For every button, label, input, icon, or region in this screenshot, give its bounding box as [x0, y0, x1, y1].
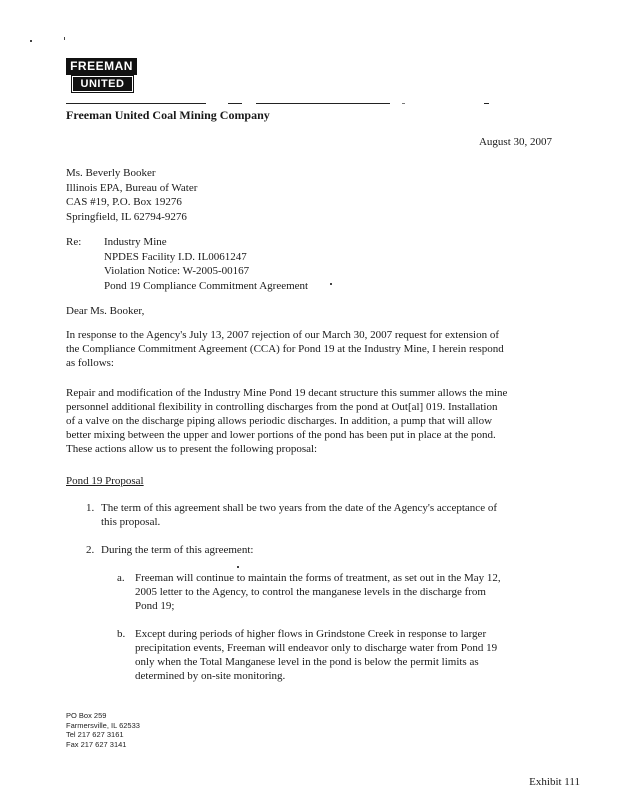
- re-label: Re:: [66, 236, 82, 248]
- exhibit-label: Exhibit 111: [529, 776, 580, 788]
- subitem-letter: a.: [117, 572, 125, 584]
- scan-speck: [330, 283, 332, 285]
- logo-top-text: FREEMAN: [66, 58, 137, 75]
- subitem-letter: b.: [117, 628, 126, 640]
- body-paragraph: In response to the Agency's July 13, 2007 rejection of our March 30, 2007 request for extension of the Compliance Commitment Agreement (CCA) for Pond 19 at the Industry Mine, I herein respond as follows:: [66, 329, 504, 369]
- body-paragraph: Repair and modification of the Industry Mine Pond 19 decant structure this summer allows the mine personnel additional flexibility in controlling discharges from the pond at Out[al] 019. Installation of a valve on the discharge piping allows periodic discharges. In addition, a pump that will allow better mixing between the upper and lower portions of the pond has been put in place at the pond. These actions allow us to present the following proposal:: [66, 387, 508, 455]
- item-number: 1.: [86, 502, 95, 514]
- subject-line: NPDES Facility I.D. IL0061247: [104, 250, 247, 263]
- salutation: Dear Ms. Booker,: [66, 305, 145, 317]
- letterhead-rule: [66, 103, 206, 104]
- subject-line: Violation Notice: W-2005-00167: [104, 265, 250, 277]
- subitem-text: Except during periods of higher flows in Grindstone Creek in response to larger precipitation events, Freeman will endeavor only to discharge water from Pond 19 only when the Total Manganese level in the pond is below the permit limits as determined by on-site monitoring.: [135, 628, 498, 682]
- letterhead-rule: [484, 103, 489, 104]
- recipient-line: Illinois EPA, Bureau of Water: [66, 181, 198, 194]
- subject-line: Industry Mine: [104, 236, 167, 248]
- footer-line: Tel 217 627 3161: [66, 730, 124, 739]
- section-title: Pond 19 Proposal: [66, 475, 144, 487]
- subject-lines: [104, 235, 308, 293]
- footer-line: Farmersville, IL 62533: [66, 720, 140, 730]
- item-text: The term of this agreement shall be two years from the date of the Agency's acceptance of this proposal.: [101, 502, 497, 528]
- letterhead-rule: [402, 103, 405, 104]
- subitem-text: Freeman will continue to maintain the forms of treatment, as set out in the May 12, 2005 letter to the Agency, to control the manganese levels in the discharge from Pond 19;: [135, 572, 501, 612]
- letterhead-rule: [228, 103, 242, 104]
- recipient-line: Ms. Beverly Booker: [66, 167, 156, 179]
- recipient-line: Springfield, IL 62794-9276: [66, 210, 187, 223]
- scan-speck: [64, 37, 65, 40]
- footer-line: PO Box 259: [66, 711, 107, 720]
- scan-speck: [237, 566, 239, 568]
- item-text: During the term of this agreement:: [101, 544, 254, 556]
- recipient-address: [66, 166, 197, 224]
- letter-date: August 30, 2007: [478, 136, 552, 148]
- company-name: Freeman United Coal Mining Company: [66, 108, 270, 122]
- item-number: 2.: [86, 544, 95, 556]
- freeman-united-logo: [66, 58, 137, 92]
- letterhead-rule: [256, 103, 390, 104]
- logo-bottom-text: UNITED: [72, 76, 133, 92]
- footer-contact: [66, 711, 140, 749]
- footer-line: Fax 217 627 3141: [66, 739, 127, 749]
- scan-speck: [30, 40, 32, 42]
- recipient-line: CAS #19, P.O. Box 19276: [66, 196, 182, 208]
- subject-line: Pond 19 Compliance Commitment Agreement: [104, 279, 309, 292]
